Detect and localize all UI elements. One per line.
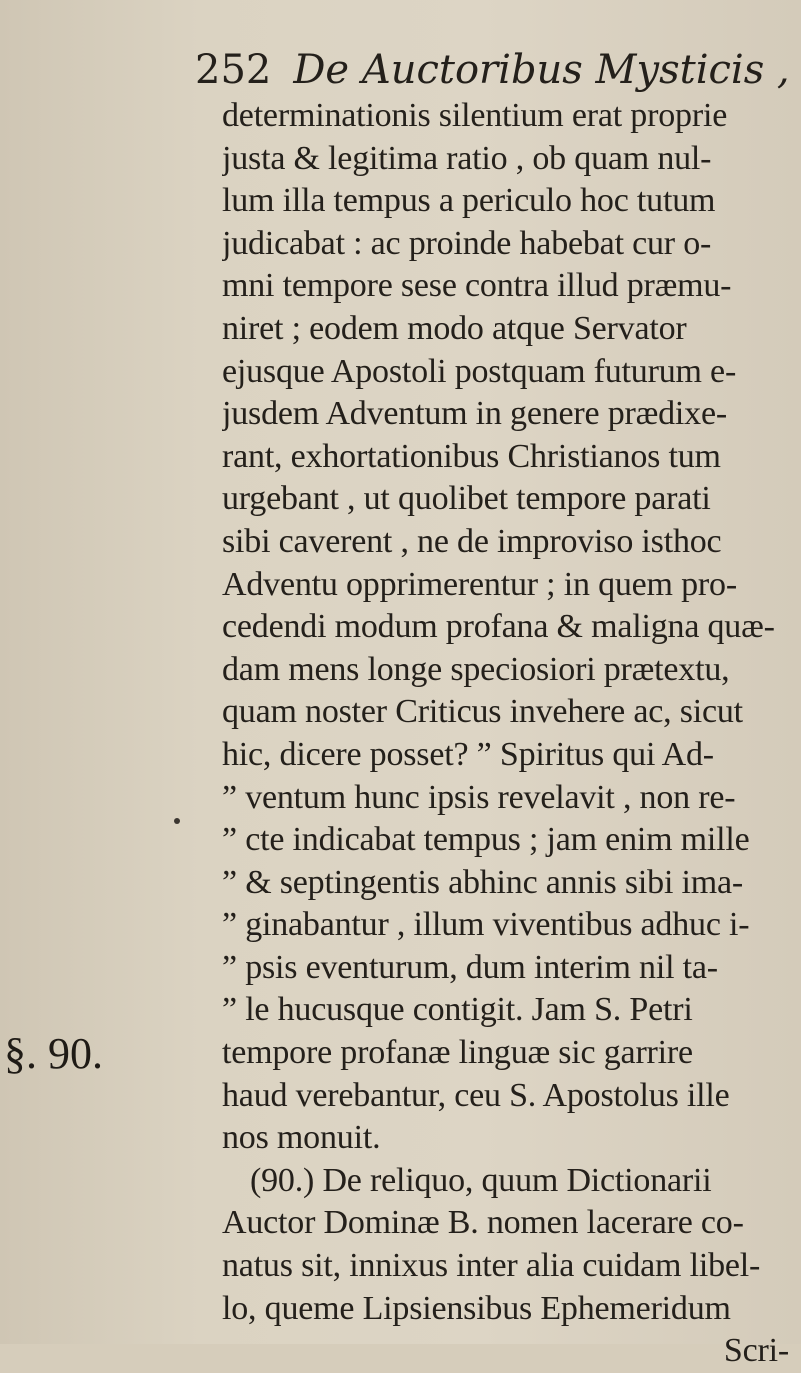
quoted-line: ” ginabantur , illum viventibus adhuc i- [222,906,750,944]
quoted-line: ” psis eventurum, dum interim nil ta- [222,948,718,986]
text-line: Auctor Dominæ B. nomen lacerare co- [222,1204,744,1242]
text-line: dam mens longe speciosiori prætextu, [222,650,730,688]
text-line: Adventu opprimerentur ; in quem pro- [222,565,737,603]
page-number: 252 [195,47,272,93]
catchword: Scri- [723,1332,789,1370]
text-line: hic, dicere posset? ” Spiritus qui Ad- [222,735,714,773]
text-line: lum illa tempus a periculo hoc tutum [222,182,716,220]
quoted-line: ” ventum hunc ipsis revelavit , non re- [222,778,736,816]
text-line: sibi caverent , ne de improviso isthoc [222,522,722,560]
text-line: lo, queme Lipsiensibus Ephemeridum [222,1289,731,1327]
running-title: De Auctoribus Mysticis , [293,47,790,93]
quoted-line: ” le hucusque contigit. Jam S. Petri [222,991,693,1029]
text-line: natus sit, innixus inter alia cuidam libel- [222,1247,761,1285]
quoted-line: ” & septingentis abhinc annis sibi ima- [222,863,743,901]
text-line: justa & legitima ratio , ob quam nul- [222,139,712,177]
section-marker: §. 90. [4,1029,103,1078]
text-line: rant, exhortationibus Christianos tum [222,437,721,475]
text-line: nos monuit. [222,1119,381,1157]
text-line: quam noster Criticus invehere ac, sicut [222,693,743,731]
quoted-line: ” cte indicabat tempus ; jam enim mille [222,821,750,859]
text-line: jusdem Adventum in genere prædixe- [222,395,727,433]
text-line: tempore profanæ linguæ sic garrire [222,1034,693,1072]
text-line: cedendi modum profana & maligna quæ- [222,608,775,646]
text-line: mni tempore sese contra illud præmu- [222,267,732,305]
margin-dot-mark [174,818,180,824]
body-text [222,95,797,1373]
text-line: judicabat : ac proinde habebat cur o- [222,224,712,262]
text-line: haud verebantur, ceu S. Apostolus ille [222,1076,730,1114]
text-line: ejusque Apostoli postquam futurum e- [222,352,737,390]
text-line: determinationis silentium erat proprie [222,97,728,134]
running-header [195,40,795,100]
paragraph-start-line: (90.) De reliquo, quum Dictionarii [250,1161,712,1199]
text-line: niret ; eodem modo atque Servator [222,309,687,347]
text-line: urgebant , ut quolibet tempore parati [222,480,711,518]
